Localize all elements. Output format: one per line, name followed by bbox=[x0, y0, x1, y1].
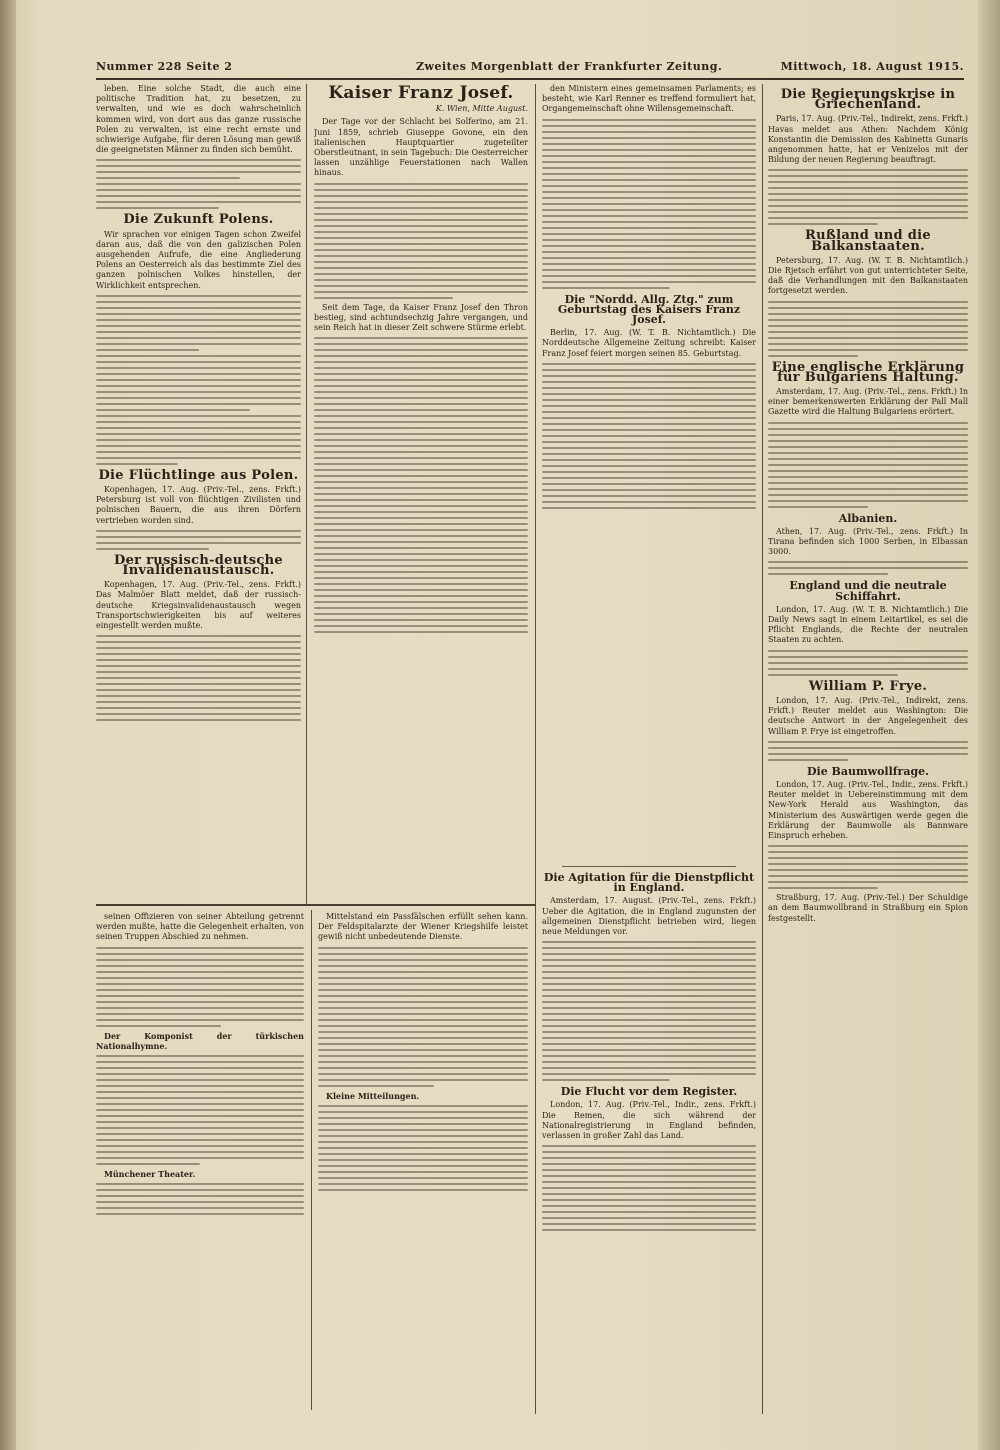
feuilleton-rule bbox=[96, 904, 536, 906]
heading-neutrale-schiffahrt: England und die neutrale Schiffahrt. bbox=[789, 579, 947, 603]
masthead-rule bbox=[96, 78, 964, 80]
page-edge bbox=[978, 0, 1000, 1450]
albanien-text: Athen, 17. Aug. (Priv.-Tel., zens. Frkft.) In Tirana befinden sich 1000 Serben, in Elbassan 3000. bbox=[768, 526, 968, 557]
column-rule-1 bbox=[306, 84, 307, 904]
feuilleton-column-2 bbox=[318, 912, 528, 1404]
column-3-lower bbox=[542, 862, 756, 1402]
column-4 bbox=[768, 84, 968, 1404]
masthead bbox=[96, 60, 964, 78]
russland-text: Petersburg, 17. Aug. (W. T. B. Nichtamtlich.) Die Rjetsch erfährt von gut unterrichteter Seite, daß die Verhandlungen mit den Balkanstaaten fortgesetzt werden. bbox=[768, 255, 968, 296]
heading-william-p-frye: William P. Frye. bbox=[808, 678, 928, 694]
heading-flucht-register: Die Flucht vor dem Register. bbox=[560, 1085, 738, 1099]
heading-invalidenaustausch: Der russisch-deutsche Invalidenaustausch. bbox=[114, 552, 283, 579]
note-muenchener-theater: Münchener Theater. bbox=[104, 1169, 196, 1180]
col1-intro: leben. Eine solche Stadt, die auch eine politische Tradition hat, zu besetzen, zu verwalten, und wie es doch wahrscheinlich kommen wird, von dort aus das ganze russische Polen zu verwalten, ist eine recht ernste und schwierige Aufgabe, für deren Lösung man gewiß die geeignetsten Männer zu finden sich bemüht. bbox=[96, 84, 301, 155]
heading-kaiser-franz-josef: Kaiser Franz Josef. bbox=[328, 84, 514, 103]
austausch-text: Kopenhagen, 17. Aug. (Priv.-Tel., zens. Frkft.) Das Malmöer Blatt meldet, daß der russisch-deutsche Kriegsinvalidenaustausch wegen Transportschwierigkeiten bis auf weiteres eingestellt werden mußte. bbox=[96, 580, 301, 631]
register-text: London, 17. Aug. (Priv.-Tel., Indir., zens. Frkft.) Die Remen, die sich während der Nationalregistrierung in England befinden, verlassen in großer Zahl das Land. bbox=[542, 1100, 756, 1141]
note-komponist: Der Komponist der türkischen Nationalhymne. bbox=[96, 1030, 304, 1051]
feuilleton-column-1 bbox=[96, 912, 304, 1404]
strassburg-text: Straßburg, 17. Aug. (Priv.-Tel.) Der Schuldige an dem Baumwollbrand in Straßburg ein Spion festgestellt. bbox=[768, 893, 968, 923]
nordd-text: Berlin, 17. Aug. (W. T. B. Nichtamtlich.) Die Norddeutsche Allgemeine Zeitung schreibt: Kaiser Franz Josef feiert morgen seinen 85. Geburtstag. bbox=[542, 328, 756, 358]
baumwolle-text: London, 17. Aug. (Priv.-Tel., Indir., zens. Frkft.) Reuter meldet in Uebereinstimmung mit dem New-York Herald aus Washington, das Ministerium des Auswärtigen werde gegen die Erklärung der Baumwolle als Bannware Einspruch erheben. bbox=[768, 779, 968, 840]
kaiser-dateline: K. Wien, Mitte August. bbox=[435, 104, 528, 114]
book-binding bbox=[0, 0, 16, 1450]
zukunft-text: Wir sprachen vor einigen Tagen schon Zweifel daran aus, daß die von den galizischen Polen ausgehenden Aufrufe, die eine Angliederung Polens an Oesterreich als das bestimmte Ziel des ganzen polnischen Volkes hinstellen, der Wirklichkeit entsprechen. bbox=[96, 229, 301, 290]
bulgarien-text: Amsterdam, 17. Aug. (Priv.-Tel., zens. Frkft.) In einer bemerkenswerten Erklärung der Pall Mall Gazette wird die Haltung Bulgariens erörtert. bbox=[768, 387, 968, 417]
schiff-text: London, 17. Aug. (W. T. B. Nichtamtlich.) Die Daily News sagt in einem Leitartikel, es sei die Pflicht Englands, die Rechte der neutralen Staaten zu achten. bbox=[768, 604, 968, 645]
kaiser-text-2: Seit dem Tage, da Kaiser Franz Josef den Thron bestieg, sind achtundsechzig Jahre vergangen, und sein Reich hat in dieser Zeit schwere Stürme erlebt. bbox=[314, 302, 528, 333]
column-rule-4 bbox=[311, 910, 312, 1410]
newspaper-title: Zweites Morgenblatt der Frankfurter Zeitung. bbox=[416, 60, 723, 73]
heading-fluechtlinge: Die Flüchtlinge aus Polen. bbox=[98, 467, 299, 483]
feuilleton-1-text: seinen Offizieren von seiner Abteilung getrennt werden mußte, hatte die Gelegenheit erhalten, von seinen Truppen Abschied zu nehmen. bbox=[96, 912, 304, 942]
column-3 bbox=[542, 84, 756, 854]
feuilleton-2-text: Mittelstand ein Passfälschen erfüllt sehen kann. Der Feldspitalarzte der Wiener Kriegshilfe leistet gewiß nicht unbedeutende Dienste. bbox=[318, 912, 528, 942]
fluechtlinge-text: Kopenhagen, 17. Aug. (Priv.-Tel., zens. Frkft.) Petersburg ist voll von flüchtigen Zivilisten und polnischen Bauern, die aus ihren Dörfern vertrieben worden sind. bbox=[96, 485, 301, 525]
column-rule-2 bbox=[535, 84, 536, 1414]
heading-zukunft-polens: Die Zukunft Polens. bbox=[123, 212, 274, 228]
heading-russland-balkan: Rußland und die Balkanstaaten. bbox=[805, 228, 931, 254]
issue-number: Nummer 228 Seite 2 bbox=[96, 60, 233, 73]
col3-top-text: den Ministern eines gemeinsamen Parlaments; es besteht, wie Karl Renner es treffend formuliert hat, Organgemeinschaft ohne Willensgemeinschaft. bbox=[542, 84, 756, 114]
kaiser-text: Der Tage vor der Schlacht bei Solferino, am 21. Juni 1859, schrieb Giuseppe Govone, ein den italienischen Hauptquartier zugeteilter Oberstleutnant, in sein Tagebuch: Die Oesterreicher lassen unzählige Feuerstationen nach Wallen hinaus. bbox=[314, 117, 528, 178]
issue-date: Mittwoch, 18. August 1915. bbox=[780, 60, 964, 73]
column-rule-3 bbox=[762, 84, 763, 1414]
heading-regierungskrise: Die Regierungskrise in Griechenland. bbox=[780, 87, 956, 113]
griechen-text: Paris, 17. Aug. (Priv.-Tel., Indirekt, zens. Frkft.) Havas meldet aus Athen: Nachdem König Konstantin die Demission des Kabinetts Gunaris angenommen hatte, hat er Venizelos mit der Bildung der neuen Regierung beauftragt. bbox=[768, 114, 968, 165]
heading-baumwollfrage: Die Baumwollfrage. bbox=[807, 764, 929, 778]
heading-nordd-allg-ztg: Die "Nordd. Allg. Ztg." zum Geburtstag des Kaisers Franz Josef. bbox=[557, 292, 741, 327]
heading-dienstpflicht: Die Agitation für die Dienstpflicht in England. bbox=[543, 871, 755, 895]
heading-bulgarien: Eine englische Erklärung für Bulgariens Haltung. bbox=[771, 359, 965, 385]
column-1 bbox=[96, 84, 301, 900]
dienstpflicht-text: Amsterdam, 17. August. (Priv.-Tel., zens. Frkft.) Ueber die Agitation, die in England zugunsten der allgemeinen Dienstpflicht betrieben wird, liegen neue Meldungen vor. bbox=[542, 896, 756, 937]
heading-albanien: Albanien. bbox=[838, 511, 898, 525]
column-2 bbox=[314, 84, 528, 900]
note-kleine-mitteilungen: Kleine Mitteilungen. bbox=[326, 1090, 420, 1101]
frye-text: London, 17. Aug. (Priv.-Tel., Indirekt, zens. Frkft.) Reuter meldet aus Washington: Die deutsche Antwort in der Angelegenheit des William P. Frye ist eingetroffen. bbox=[768, 695, 968, 736]
